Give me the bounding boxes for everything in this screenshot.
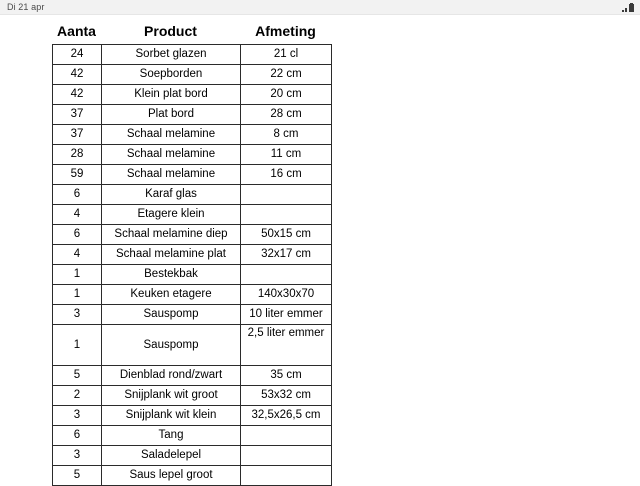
cell-product: Karaf glas xyxy=(102,185,241,205)
cell-aantal: 5 xyxy=(53,366,102,386)
cell-afmeting: 20 cm xyxy=(241,85,332,105)
cell-product: Saus lepel groot xyxy=(102,466,241,486)
cell-afmeting: 53x32 cm xyxy=(241,386,332,406)
cell-product: Etagere klein xyxy=(102,205,241,225)
cell-aantal: 59 xyxy=(53,165,102,185)
cell-aantal: 1 xyxy=(53,285,102,305)
cell-afmeting: 32x17 cm xyxy=(241,245,332,265)
table-row xyxy=(53,265,332,285)
cell-afmeting: 28 cm xyxy=(241,105,332,125)
cell-afmeting: 32,5x26,5 cm xyxy=(241,406,332,426)
table-row xyxy=(53,225,332,245)
cell-aantal: 5 xyxy=(53,466,102,486)
table-row xyxy=(53,406,332,426)
cell-product: Sauspomp xyxy=(102,325,241,366)
cell-afmeting xyxy=(241,185,332,205)
cell-product: Schaal melamine plat xyxy=(102,245,241,265)
table-row xyxy=(53,245,332,265)
table-row xyxy=(53,325,332,366)
cell-afmeting: 50x15 cm xyxy=(241,225,332,245)
table-row xyxy=(53,285,332,305)
table-row xyxy=(53,446,332,466)
cell-aantal: 3 xyxy=(53,305,102,325)
table-row xyxy=(53,85,332,105)
cell-product: Dienblad rond/zwart xyxy=(102,366,241,386)
cell-product: Schaal melamine xyxy=(102,145,241,165)
status-bar-icons xyxy=(622,3,634,12)
cell-aantal: 6 xyxy=(53,225,102,245)
column-header-aantal: Aanta xyxy=(57,23,96,39)
signal-icon xyxy=(622,4,627,12)
cell-afmeting: 8 cm xyxy=(241,125,332,145)
cell-afmeting xyxy=(241,205,332,225)
cell-afmeting: 21 cl xyxy=(241,45,332,65)
cell-aantal: 6 xyxy=(53,426,102,446)
status-bar xyxy=(0,0,640,15)
cell-product: Soepborden xyxy=(102,65,241,85)
status-bar-date: Di 21 apr xyxy=(7,1,45,12)
cell-afmeting: 35 cm xyxy=(241,366,332,386)
table-row xyxy=(53,125,332,145)
column-header-afmeting: Afmeting xyxy=(255,23,316,39)
table-row xyxy=(53,165,332,185)
table-row xyxy=(53,145,332,165)
table-row xyxy=(53,45,332,65)
cell-aantal: 37 xyxy=(53,125,102,145)
cell-aantal: 28 xyxy=(53,145,102,165)
cell-afmeting xyxy=(241,446,332,466)
cell-product: Plat bord xyxy=(102,105,241,125)
cell-afmeting: 10 liter emmer xyxy=(241,305,332,325)
inventory-table-body xyxy=(53,45,332,486)
cell-product: Tang xyxy=(102,426,241,446)
table-row xyxy=(53,105,332,125)
column-header-product: Product xyxy=(144,23,197,39)
table-row xyxy=(53,426,332,446)
cell-aantal: 3 xyxy=(53,406,102,426)
table-row xyxy=(53,185,332,205)
battery-icon xyxy=(629,4,634,12)
table-row xyxy=(53,65,332,85)
cell-aantal: 1 xyxy=(53,265,102,285)
cell-product: Snijplank wit groot xyxy=(102,386,241,406)
cell-product: Bestekbak xyxy=(102,265,241,285)
cell-aantal: 4 xyxy=(53,205,102,225)
cell-aantal: 37 xyxy=(53,105,102,125)
cell-aantal: 3 xyxy=(53,446,102,466)
table-row xyxy=(53,366,332,386)
cell-aantal: 1 xyxy=(53,325,102,366)
cell-product: Sauspomp xyxy=(102,305,241,325)
table-column-headers xyxy=(52,22,331,40)
cell-aantal: 2 xyxy=(53,386,102,406)
cell-afmeting xyxy=(241,426,332,446)
cell-aantal: 42 xyxy=(53,65,102,85)
cell-afmeting: 140x30x70 xyxy=(241,285,332,305)
document-sheet xyxy=(0,16,640,480)
cell-product: Saladelepel xyxy=(102,446,241,466)
cell-aantal: 42 xyxy=(53,85,102,105)
inventory-table xyxy=(52,44,332,486)
table-row xyxy=(53,205,332,225)
table-row xyxy=(53,305,332,325)
cell-product: Sorbet glazen xyxy=(102,45,241,65)
cell-afmeting: 2,5 liter emmer xyxy=(241,325,332,366)
cell-product: Schaal melamine diep xyxy=(102,225,241,245)
cell-product: Klein plat bord xyxy=(102,85,241,105)
cell-afmeting: 11 cm xyxy=(241,145,332,165)
cell-afmeting: 16 cm xyxy=(241,165,332,185)
cell-afmeting xyxy=(241,265,332,285)
cell-afmeting: 22 cm xyxy=(241,65,332,85)
cell-product: Keuken etagere xyxy=(102,285,241,305)
cell-afmeting xyxy=(241,466,332,486)
table-row xyxy=(53,466,332,486)
cell-product: Snijplank wit klein xyxy=(102,406,241,426)
cell-aantal: 4 xyxy=(53,245,102,265)
table-row xyxy=(53,386,332,406)
cell-aantal: 6 xyxy=(53,185,102,205)
cell-product: Schaal melamine xyxy=(102,165,241,185)
cell-product: Schaal melamine xyxy=(102,125,241,145)
cell-aantal: 24 xyxy=(53,45,102,65)
